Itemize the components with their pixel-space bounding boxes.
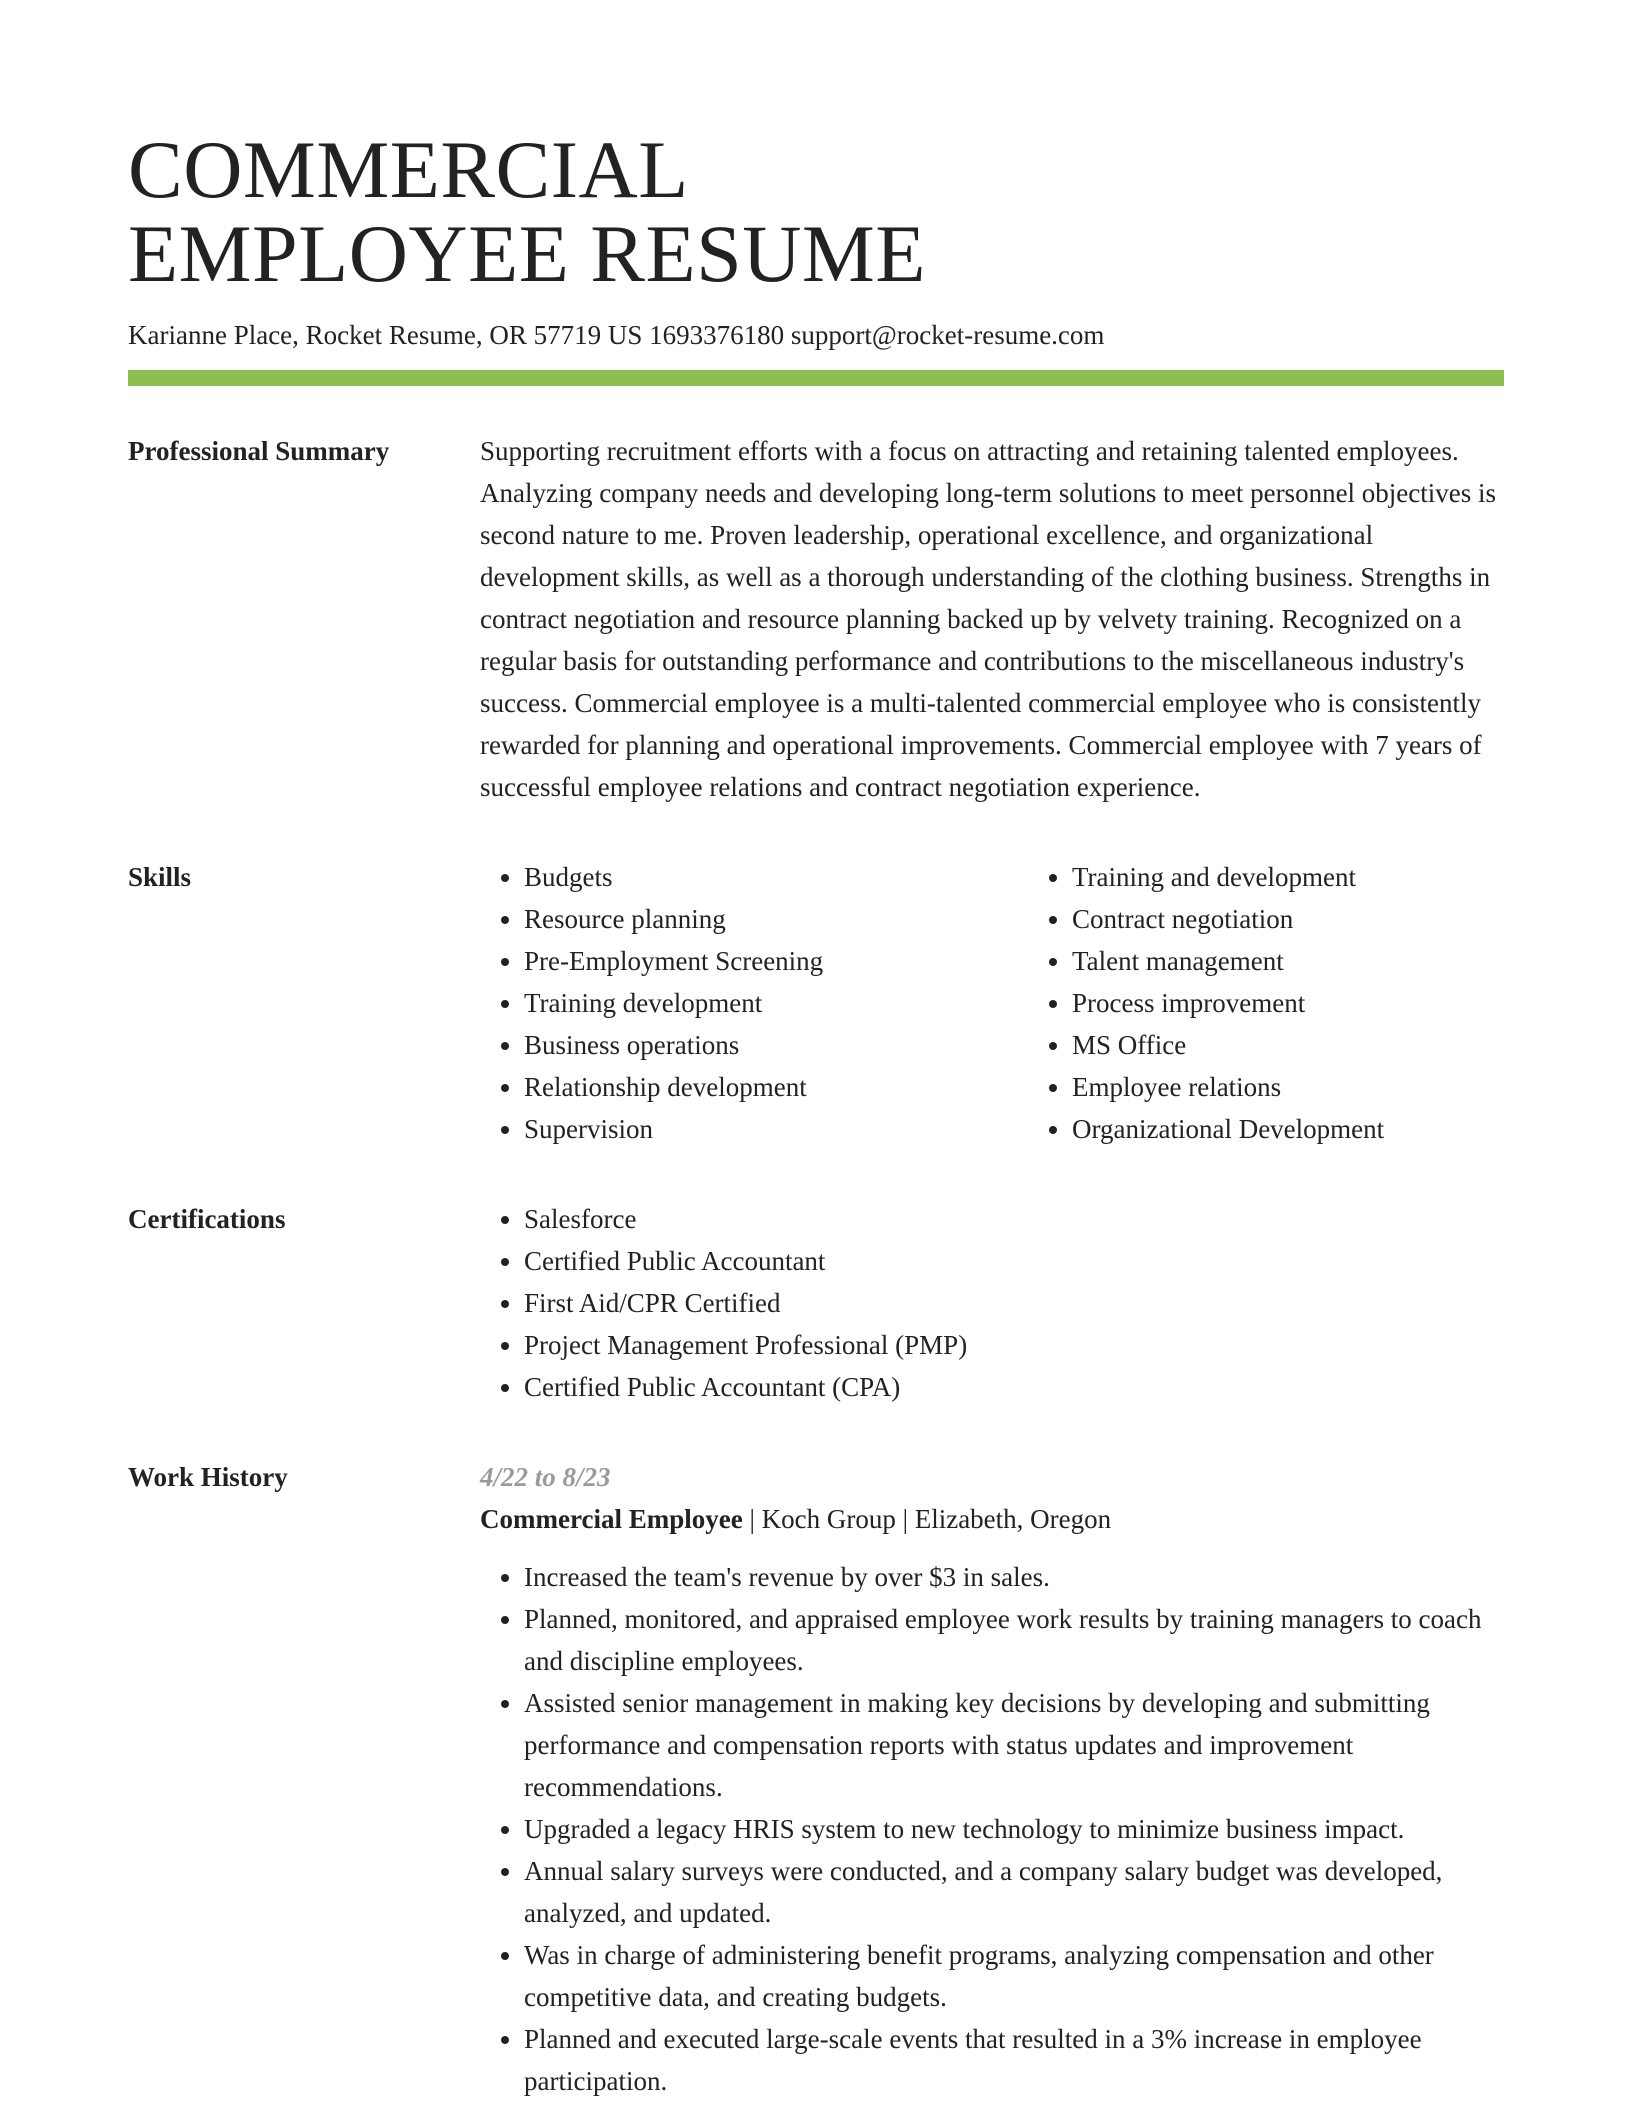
skills-list-left [480,856,1028,1150]
skills-list-right [1028,856,1576,1150]
job-bullet: • Assisted senior management in making key decisions by developing and submitting performance and compensation reports with status updates and improvement recommendations. [524,1682,1504,1808]
job-bullet: • Increased the team's revenue by over $3 in sales. [524,1556,1504,1598]
skills-heading: Skills [128,862,192,892]
job-company-location: | Koch Group | Elizabeth, Oregon [742,1504,1112,1534]
certifications-heading: Certifications [128,1204,286,1234]
job-bullet: • Planned, monitored, and appraised employee work results by training managers to coach and discipline employees. [524,1598,1504,1682]
job-bullet: • Upgraded a legacy HRIS system to new technology to minimize business impact. [524,1808,1504,1850]
certifications-section [128,1198,1504,1408]
work-history-section [128,1456,1504,2102]
certification-item: • Salesforce [524,1198,1504,1240]
summary-section [128,430,1504,808]
resume-title [128,124,1504,299]
job-bullet: • Planned and executed large-scale events that resulted in a 3% increase in employee participation. [524,2018,1504,2102]
job-title-line [480,1498,1504,1540]
contact-line: Karianne Place, Rocket Resume, OR 57719 US 1693376180 support@rocket-resume.com [128,320,1105,350]
skill-item: • Resource planning [524,898,1028,940]
skill-item: • Process improvement [1072,982,1576,1024]
job-bullet: • Was in charge of administering benefit programs, analyzing compensation and other competitive data, and creating budgets. [524,1934,1504,2018]
skill-item: • Talent management [1072,940,1576,982]
job-title: Commercial Employee [480,1504,743,1534]
skill-item: • Business operations [524,1024,1028,1066]
job-dates: 4/22 to 8/23 [480,1462,611,1492]
certification-item: • Certified Public Accountant (CPA) [524,1366,1504,1408]
certifications-list [480,1198,1504,1408]
job-entry [480,1456,1504,2102]
job-bullets [480,1556,1504,2102]
skill-item: • Training and development [1072,856,1576,898]
work-history-heading: Work History [128,1462,288,1492]
resume-page [128,124,1504,2102]
summary-text: Supporting recruitment efforts with a focus on attracting and retaining talented employees. Analyzing company needs and developing long-term solutions to meet personnel objectives is second nature to me. Proven leadership, operational excellence, and organizational development skills, as well as a thorough understanding of the clothing business. Strengths in contract negotiation and resource planning backed up by velvety training. Recognized on a regular basis for outstanding performance and contributions to the miscellaneous industry's success. Commercial employee is a multi-talented commercial employee who is consistently rewarded for planning and operational improvements. Commercial employee with 7 years of successful employee relations and contract negotiation experience. [480,436,1497,802]
skill-item: • Organizational Development [1072,1108,1576,1150]
summary-heading: Professional Summary [128,436,390,466]
skill-item: • Contract negotiation [1072,898,1576,940]
job-bullet: • Annual salary surveys were conducted, and a company salary budget was developed, analyzed, and updated. [524,1850,1504,1934]
skill-item: • Training development [524,982,1028,1024]
title-line-2: EMPLOYEE RESUME [128,208,926,299]
skills-section [128,856,1504,1150]
skill-item: • Relationship development [524,1066,1028,1108]
certification-item: • Certified Public Accountant [524,1240,1504,1282]
skill-item: • MS Office [1072,1024,1576,1066]
skill-item: • Supervision [524,1108,1028,1150]
title-line-1: COMMERCIAL [128,124,689,215]
accent-divider [128,370,1504,386]
skill-item: • Budgets [524,856,1028,898]
certification-item: • First Aid/CPR Certified [524,1282,1504,1324]
skill-item: • Employee relations [1072,1066,1576,1108]
certification-item: • Project Management Professional (PMP) [524,1324,1504,1366]
skill-item: • Pre-Employment Screening [524,940,1028,982]
